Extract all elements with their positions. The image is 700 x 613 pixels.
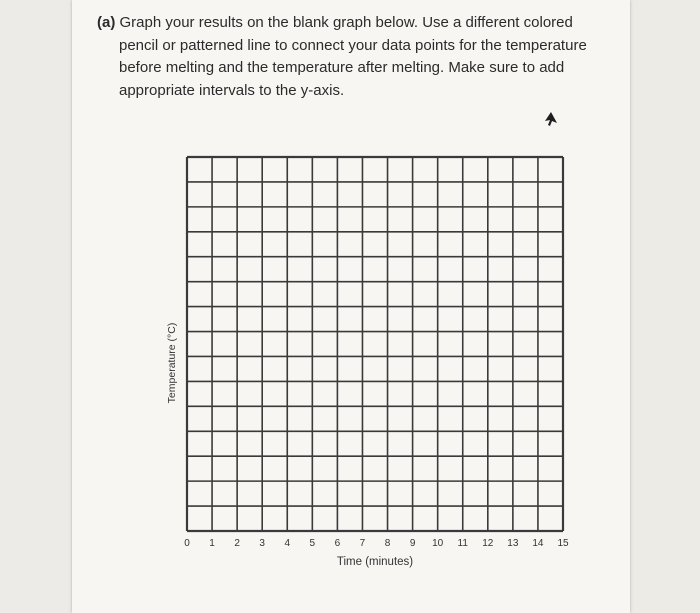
x-tick-label: 11 (457, 538, 468, 549)
x-tick-label: 12 (482, 538, 494, 549)
x-tick-label: 10 (432, 538, 444, 549)
question-line-2: pencil or patterned line to connect your data points for the temperature (119, 36, 587, 54)
x-tick-label: 2 (234, 538, 240, 549)
x-tick-label: 6 (334, 538, 341, 549)
x-tick-label: 5 (309, 538, 316, 549)
question-text (97, 12, 622, 102)
part-label: (a) (97, 14, 116, 31)
x-tick-label: 7 (359, 538, 366, 549)
x-tick-label: 0 (184, 538, 190, 549)
question-line-3: before melting and the temperature after melting. Make sure to add (119, 59, 565, 76)
arrow-cursor-icon (544, 111, 558, 127)
right-margin (630, 0, 700, 613)
x-axis-label: Time (minutes) (336, 556, 414, 568)
x-tick-label: 15 (557, 538, 569, 549)
y-axis-label: Temperature (°C) (166, 322, 178, 404)
question-line-1: (a) Graph your results on the blank graph below. Use a different colored (97, 14, 573, 31)
left-margin (0, 0, 72, 613)
x-tick-label: 3 (259, 538, 265, 549)
x-tick-label: 1 (209, 538, 215, 549)
x-tick-label: 8 (384, 538, 391, 549)
x-tick-label: 4 (284, 538, 291, 549)
x-axis-ticks (175, 538, 575, 554)
x-tick-label: 13 (507, 538, 519, 549)
x-tick-label: 14 (532, 538, 544, 549)
x-tick-label: 9 (409, 538, 416, 549)
blank-graph-grid[interactable] (185, 155, 565, 533)
question-line-4: appropriate intervals to the y-axis. (119, 81, 345, 99)
